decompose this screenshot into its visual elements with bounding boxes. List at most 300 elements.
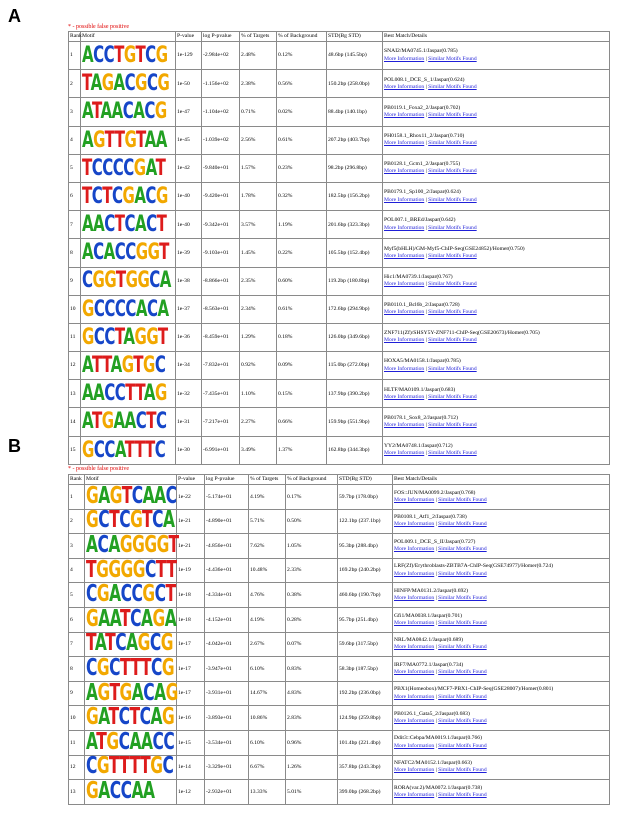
nucleotide-letter: T [124, 435, 135, 463]
log-p-value-cell: -8.866e+01 [202, 267, 240, 295]
similar-motifs-link[interactable]: Similar Motifs Found [438, 742, 487, 749]
percent-background-cell: 0.17% [286, 485, 338, 510]
table-row [69, 267, 610, 295]
detail-links [394, 595, 608, 602]
rank-cell: 8 [69, 657, 85, 682]
nucleotide-letter: A [141, 727, 153, 755]
percent-targets-cell: 4.19% [249, 607, 286, 632]
nucleotide-letter: G [137, 266, 150, 294]
percent-background-cell: 0.28% [286, 607, 338, 632]
link-separator: | [435, 545, 437, 552]
table-row [69, 380, 610, 408]
std-cell: 95.7bp (251.4bp) [338, 607, 393, 632]
motif-logo [82, 325, 174, 351]
similar-motifs-link[interactable]: Similar Motifs Found [438, 619, 487, 626]
best-match-text: POL007.1_BREd/Jaspar(0.642) [384, 217, 456, 224]
similar-motifs-link[interactable]: Similar Motifs Found [428, 168, 477, 175]
similar-motifs-link[interactable]: Similar Motifs Found [438, 521, 487, 528]
best-match-text: ZNF711(Zf)/SHSY5Y-ZNF711-ChIP-Seq(GSE20673)/Homer(0.705) [384, 330, 540, 337]
nucleotide-letter: C [93, 435, 105, 463]
best-match-text: Myf5(bHLH)/GM-Myf5-ChIP-Seq(GSE24852)/Homer(0.750) [384, 245, 525, 252]
rank-cell: 1 [69, 485, 85, 510]
percent-background-cell: 0.23% [277, 154, 327, 182]
std-cell: 126.0bp (349.6bp) [327, 323, 383, 351]
rank-cell: 8 [69, 239, 81, 267]
similar-motifs-link[interactable]: Similar Motifs Found [428, 83, 477, 90]
percent-targets-cell: 1.57% [240, 154, 277, 182]
nucleotide-letter: C [93, 294, 105, 322]
more-information-link[interactable]: More Information [384, 422, 425, 429]
std-cell: 122.1bp (237.1bp) [338, 509, 393, 534]
p-value-cell: 1e-15 [177, 730, 205, 755]
nucleotide-letter: A [163, 506, 175, 534]
nucleotide-letter: T [135, 379, 144, 407]
nucleotide-letter: C [139, 703, 151, 731]
nucleotide-letter: C [104, 294, 115, 322]
motif-logo-cell [81, 352, 176, 380]
nucleotide-letter: G [146, 323, 158, 351]
detail-links [394, 571, 608, 578]
more-information-link[interactable]: More Information [384, 309, 425, 316]
nucleotide-letter: T [114, 323, 124, 351]
link-separator: | [425, 55, 427, 62]
more-information-link[interactable]: More Information [394, 742, 435, 749]
motif-logo [82, 99, 174, 125]
nucleotide-letter: G [147, 238, 160, 266]
nucleotide-letter: G [135, 69, 147, 97]
p-value-cell: 1e-42 [176, 154, 202, 182]
nucleotide-letter: A [103, 238, 115, 266]
nucleotide-letter: C [152, 727, 164, 755]
percent-background-cell: 0.38% [286, 583, 338, 608]
percent-targets-cell: 4.76% [249, 583, 286, 608]
more-information-link[interactable]: More Information [394, 644, 435, 651]
more-information-link[interactable]: More Information [394, 619, 435, 626]
more-information-link[interactable]: More Information [384, 196, 425, 203]
percent-background-cell: 0.66% [277, 408, 327, 436]
similar-motifs-link[interactable]: Similar Motifs Found [438, 791, 487, 798]
log-p-value-cell: -4.436e+01 [205, 558, 249, 583]
p-value-cell: 1e-22 [177, 485, 205, 510]
table-row [69, 42, 610, 70]
percent-targets-cell: 14.67% [249, 681, 286, 706]
nucleotide-letter: T [134, 435, 145, 463]
detail-links [384, 281, 608, 288]
nucleotide-letter: A [150, 703, 162, 731]
nucleotide-letter: A [154, 678, 166, 706]
more-information-link[interactable]: More Information [384, 224, 425, 231]
detail-links [384, 168, 608, 175]
similar-motifs-link[interactable]: Similar Motifs Found [428, 224, 477, 231]
detail-links [384, 253, 608, 260]
nucleotide-letter: C [104, 323, 115, 351]
nucleotide-letter: G [142, 580, 155, 608]
log-p-value-cell: -4.334e+01 [205, 583, 249, 608]
similar-motifs-link[interactable]: Similar Motifs Found [438, 644, 487, 651]
best-match-text: PB0126.1_Gata5_2/Jaspar(0.683) [394, 710, 470, 717]
header-percent-targets: % of Targets [240, 32, 277, 42]
percent-background-cell: 0.09% [277, 352, 327, 380]
more-information-link[interactable]: More Information [394, 767, 435, 774]
log-p-value-cell: -4.856e+01 [205, 534, 249, 559]
nucleotide-letter: C [149, 266, 160, 294]
motif-logo-cell [81, 267, 176, 295]
nucleotide-letter: C [118, 703, 130, 731]
nucleotide-letter: T [129, 703, 140, 731]
best-match-text: PB0178.1_Sox8_2/Jaspar(0.712) [384, 414, 458, 421]
table-row [69, 706, 610, 731]
nucleotide-letter: A [109, 604, 121, 632]
std-cell: 59.7bp (178.0bp) [338, 485, 393, 510]
log-p-value-cell: -8.459e+01 [202, 323, 240, 351]
header-motif: Motif [85, 475, 177, 485]
motif-logo-cell [85, 580, 177, 608]
link-separator: | [425, 337, 427, 344]
header-rank: Rank [69, 475, 85, 485]
nucleotide-letter: C [143, 678, 155, 706]
nucleotide-letter: A [90, 69, 102, 97]
rank-cell: 4 [69, 558, 85, 583]
nucleotide-letter: G [125, 266, 138, 294]
header-motif: Motif [81, 32, 176, 42]
percent-targets-cell: 6.67% [249, 755, 286, 780]
motif-logo [82, 240, 174, 266]
best-match-text: FOS::JUN/MA0099.2/Jaspar(0.768) [394, 489, 476, 496]
more-information-link[interactable]: More Information [384, 55, 425, 62]
link-separator: | [425, 168, 427, 175]
nucleotide-letter: G [132, 555, 146, 583]
percent-background-cell: 1.05% [286, 534, 338, 559]
more-information-link[interactable]: More Information [384, 83, 425, 90]
rank-cell: 2 [69, 70, 81, 98]
rank-cell: 10 [69, 706, 85, 731]
nucleotide-letter: A [108, 531, 120, 559]
nucleotide-letter: T [91, 351, 103, 379]
similar-motifs-link[interactable]: Similar Motifs Found [428, 309, 477, 316]
more-information-link[interactable]: More Information [384, 252, 425, 259]
nucleotide-letter: A [123, 323, 135, 351]
nucleotide-letter: C [82, 266, 93, 294]
log-p-value-cell: -6.991e+01 [202, 436, 240, 464]
nucleotide-letter: C [102, 153, 113, 181]
table-row [69, 657, 610, 682]
percent-background-cell: 1.37% [277, 436, 327, 464]
nucleotide-letter: C [104, 379, 115, 407]
nucleotide-letter: G [86, 481, 99, 509]
nucleotide-letter: T [114, 125, 125, 153]
best-match-text: NFATC2/MA0152.1/Jaspar(0.663) [394, 760, 472, 767]
rank-cell: 6 [69, 607, 85, 632]
log-p-value-cell: -2.932e+01 [205, 780, 249, 805]
nucleotide-letter: G [157, 69, 170, 97]
percent-background-cell: 0.15% [277, 380, 327, 408]
similar-motifs-link[interactable]: Similar Motifs Found [428, 422, 477, 429]
percent-targets-cell: 2.67% [249, 632, 286, 657]
more-information-link[interactable]: More Information [394, 791, 435, 798]
nucleotide-letter: G [82, 435, 94, 463]
nucleotide-letter: G [119, 531, 133, 559]
nucleotide-letter: G [133, 153, 146, 181]
more-information-link[interactable]: More Information [384, 281, 425, 288]
percent-targets-cell: 7.62% [249, 534, 286, 559]
nucleotide-letter: A [82, 379, 94, 407]
nucleotide-letter: T [140, 752, 151, 780]
more-information-link[interactable]: More Information [394, 718, 435, 725]
p-value-cell: 1e-50 [176, 70, 202, 98]
nucleotide-letter: C [122, 97, 134, 125]
p-value-cell: 1e-21 [177, 534, 205, 559]
p-value-cell: 1e-19 [177, 558, 205, 583]
best-match-cell [383, 267, 610, 295]
best-match-text: Hic1/MA0739.1/Jaspar(0.767) [384, 273, 453, 280]
detail-links [394, 743, 608, 750]
p-value-cell: 1e-30 [176, 436, 202, 464]
nucleotide-letter: A [98, 604, 110, 632]
detail-links [384, 140, 608, 147]
more-information-link[interactable]: More Information [394, 668, 435, 675]
detail-links [394, 718, 608, 725]
nucleotide-letter: C [114, 294, 126, 322]
link-separator: | [435, 742, 437, 749]
best-match-cell [393, 657, 610, 682]
more-information-link[interactable]: More Information [394, 570, 435, 577]
link-separator: | [425, 281, 427, 288]
link-separator: | [425, 393, 427, 400]
similar-motifs-link[interactable]: Similar Motifs Found [438, 570, 487, 577]
more-information-link[interactable]: More Information [394, 693, 435, 700]
nucleotide-letter: C [118, 727, 130, 755]
table-row [69, 534, 610, 559]
similar-motifs-link[interactable]: Similar Motifs Found [438, 545, 487, 552]
best-match-cell [393, 681, 610, 706]
nucleotide-letter: G [165, 678, 178, 706]
motif-logo-cell [81, 211, 176, 239]
link-separator: | [425, 111, 427, 118]
similar-motifs-link[interactable]: Similar Motifs Found [428, 252, 477, 259]
percent-targets-cell: 0.71% [240, 98, 277, 126]
more-information-link[interactable]: More Information [384, 168, 425, 175]
nucleotide-letter: A [109, 580, 121, 608]
nucleotide-letter: C [146, 69, 158, 97]
best-match-text: POL008.1_DCE_S_1/Jaspar(0.624) [384, 76, 465, 83]
more-information-link[interactable]: More Information [384, 393, 425, 400]
nucleotide-letter: T [102, 182, 112, 210]
similar-motifs-link[interactable]: Similar Motifs Found [438, 668, 487, 675]
similar-motifs-link[interactable]: Similar Motifs Found [428, 365, 477, 372]
link-separator: | [435, 718, 437, 725]
best-match-cell [383, 70, 610, 98]
nucleotide-letter: C [131, 481, 143, 509]
nucleotide-letter: T [108, 752, 120, 780]
more-information-link[interactable]: More Information [394, 595, 435, 602]
header-percent-background: % of Background [277, 32, 327, 42]
rank-cell: 3 [69, 98, 81, 126]
log-p-value-cell: -3.931e+01 [205, 681, 249, 706]
percent-targets-cell: 1.29% [240, 323, 277, 351]
nucleotide-letter: A [155, 125, 167, 153]
nucleotide-letter: T [82, 153, 92, 181]
std-cell: 182.5bp (156.2bp) [327, 182, 383, 210]
rank-cell: 14 [69, 408, 81, 436]
rank-cell: 11 [69, 730, 85, 755]
table-row [69, 780, 610, 805]
similar-motifs-link[interactable]: Similar Motifs Found [438, 496, 487, 503]
link-separator: | [425, 309, 427, 316]
nucleotide-letter: C [154, 351, 166, 379]
nucleotide-letter: T [96, 727, 107, 755]
log-p-value-cell: -7.217e+01 [202, 408, 240, 436]
motif-logo [82, 43, 174, 69]
nucleotide-letter: A [113, 69, 125, 97]
p-value-cell: 1e-40 [176, 182, 202, 210]
log-p-value-cell: -8.563e+01 [202, 295, 240, 323]
std-cell: 95.3bp (288.4bp) [338, 534, 393, 559]
percent-targets-cell: 6.10% [249, 657, 286, 682]
nucleotide-letter: C [131, 580, 143, 608]
link-separator: | [425, 252, 427, 259]
rank-cell: 12 [69, 755, 85, 780]
nucleotide-letter: C [120, 580, 132, 608]
percent-targets-cell: 1.45% [240, 239, 277, 267]
similar-motifs-link[interactable]: Similar Motifs Found [428, 111, 477, 118]
p-value-cell: 1e-18 [177, 583, 205, 608]
detail-links [384, 84, 608, 91]
percent-background-cell: 2.83% [286, 706, 338, 731]
std-cell: 162.8bp (344.3bp) [327, 436, 383, 464]
more-information-link[interactable]: More Information [394, 545, 435, 552]
nucleotide-letter: C [165, 481, 177, 509]
nucleotide-letter: C [86, 752, 97, 780]
similar-motifs-link[interactable]: Similar Motifs Found [428, 281, 477, 288]
nucleotide-letter: T [125, 379, 136, 407]
motif-logo-cell [81, 408, 176, 436]
best-match-text: Gfi1/MA0038.1/Jaspar(0.701) [394, 612, 463, 619]
more-information-link[interactable]: More Information [384, 337, 425, 344]
nucleotide-letter: C [119, 506, 131, 534]
motif-logo-cell [85, 752, 177, 780]
nucleotide-letter: T [165, 580, 176, 608]
p-value-cell: 1e-18 [177, 607, 205, 632]
nucleotide-letter: A [126, 629, 138, 657]
nucleotide-letter: C [93, 323, 105, 351]
similar-motifs-link[interactable]: Similar Motifs Found [428, 196, 477, 203]
p-value-cell: 1e-45 [176, 126, 202, 154]
nucleotide-letter: C [86, 654, 97, 682]
nucleotide-letter: C [125, 238, 136, 266]
similar-motifs-link[interactable]: Similar Motifs Found [428, 450, 477, 457]
rank-cell: 5 [69, 154, 81, 182]
percent-background-cell: 1.26% [286, 755, 338, 780]
table-row [69, 755, 610, 780]
more-information-link[interactable]: More Information [384, 140, 425, 147]
rank-cell: 11 [69, 323, 81, 351]
nucleotide-letter: C [145, 555, 156, 583]
nucleotide-letter: A [94, 629, 106, 657]
nucleotide-letter: A [129, 727, 141, 755]
nucleotide-letter: T [120, 604, 131, 632]
nucleotide-letter: C [104, 210, 115, 238]
percent-targets-cell: 2.48% [240, 42, 277, 70]
similar-motifs-link[interactable]: Similar Motifs Found [438, 595, 487, 602]
header-p-value: P-value [177, 475, 205, 485]
table-row [69, 632, 610, 657]
nucleotide-letter: C [97, 531, 109, 559]
percent-background-cell: 0.61% [277, 295, 327, 323]
log-p-value-cell: -4.890e+01 [205, 509, 249, 534]
similar-motifs-link[interactable]: Similar Motifs Found [428, 55, 477, 62]
best-match-cell [383, 352, 610, 380]
motif-logo-cell [85, 629, 177, 657]
more-information-link[interactable]: More Information [384, 111, 425, 118]
header-best-match: Best Match/Details [383, 32, 610, 42]
nucleotide-letter: C [98, 506, 110, 534]
nucleotide-letter: A [134, 182, 146, 210]
similar-motifs-link[interactable]: Similar Motifs Found [428, 393, 477, 400]
nucleotide-letter: G [132, 531, 145, 559]
nucleotide-letter: G [154, 97, 167, 125]
nucleotide-letter: C [112, 153, 124, 181]
motif-logo-cell [85, 777, 177, 805]
nucleotide-letter: G [150, 752, 163, 780]
nucleotide-letter: A [86, 727, 97, 755]
nucleotide-letter: C [146, 294, 158, 322]
p-value-cell: 1e-39 [176, 239, 202, 267]
nucleotide-letter: T [155, 153, 166, 181]
similar-motifs-link[interactable]: Similar Motifs Found [438, 767, 487, 774]
nucleotide-letter: A [82, 210, 94, 238]
detail-links [384, 450, 608, 457]
table-row [69, 408, 610, 436]
more-information-link[interactable]: More Information [394, 521, 435, 528]
nucleotide-letter: C [91, 182, 103, 210]
nucleotide-letter: G [104, 266, 116, 294]
nucleotide-letter: G [86, 604, 99, 632]
percent-targets-cell: 3.49% [240, 436, 277, 464]
nucleotide-letter: G [101, 407, 114, 435]
similar-motifs-link[interactable]: Similar Motifs Found [438, 718, 487, 725]
best-match-cell [393, 730, 610, 755]
false-positive-note: * - possible false positive [68, 466, 129, 472]
nucleotide-letter: G [96, 555, 109, 583]
best-match-text: PB0128.1_Gcm1_2/Jaspar(0.755) [384, 161, 461, 168]
nucleotide-letter: C [163, 727, 175, 755]
nucleotide-letter: G [93, 125, 105, 153]
similar-motifs-link[interactable]: Similar Motifs Found [428, 337, 477, 344]
more-information-link[interactable]: More Information [394, 496, 435, 503]
similar-motifs-link[interactable]: Similar Motifs Found [428, 140, 477, 147]
more-information-link[interactable]: More Information [384, 365, 425, 372]
std-cell: 59.6bp (317.5bp) [338, 632, 393, 657]
nucleotide-letter: C [103, 41, 115, 69]
nucleotide-letter: A [114, 435, 125, 463]
nucleotide-letter: T [146, 407, 156, 435]
nucleotide-letter: T [166, 555, 177, 583]
p-value-cell: 1e-21 [177, 509, 205, 534]
best-match-cell [383, 323, 610, 351]
nucleotide-letter: G [155, 41, 168, 69]
nucleotide-letter: C [124, 210, 135, 238]
detail-links [384, 112, 608, 119]
std-cell: 201.6bp (323.3bp) [327, 211, 383, 239]
nucleotide-letter: A [82, 41, 94, 69]
header-log-p-value: log P-pvalue [202, 32, 240, 42]
nucleotide-letter: C [145, 182, 156, 210]
nucleotide-letter: A [82, 407, 92, 435]
similar-motifs-link[interactable]: Similar Motifs Found [438, 693, 487, 700]
std-cell: 124.9bp (259.8bp) [338, 706, 393, 731]
nucleotide-letter: T [114, 210, 125, 238]
more-information-link[interactable]: More Information [384, 450, 425, 457]
